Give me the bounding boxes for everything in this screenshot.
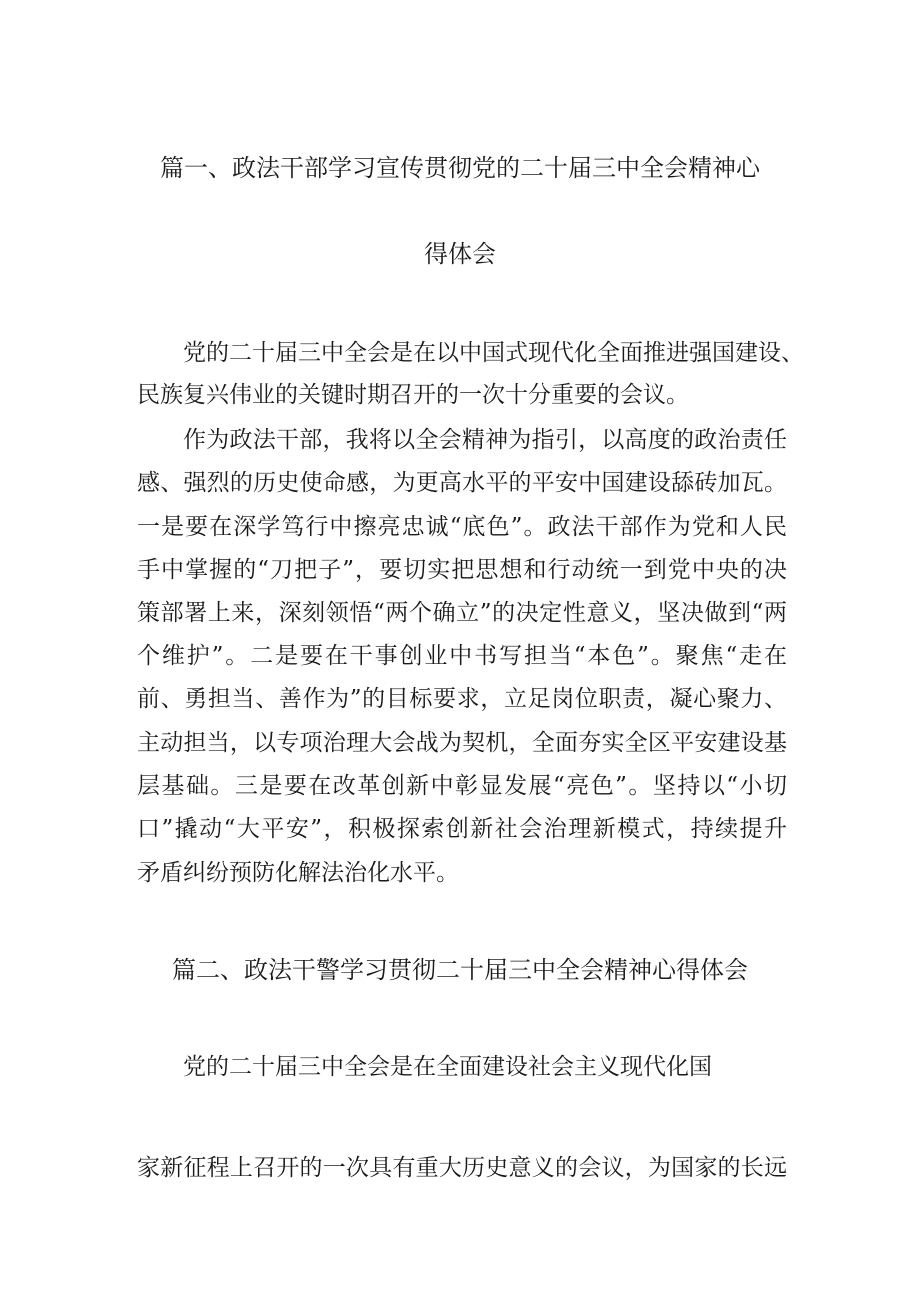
section1-paragraph-line: 矛盾纠纷预防化解法治化水平。 — [137, 860, 459, 886]
section1-title-line2: 得体会 — [424, 240, 496, 268]
section1-paragraph-line: 层基础。三是要在改革创新中彰显发展“亮色”。坚持以“小切 — [137, 773, 787, 799]
section2-title: 篇二、政法干警学习贯彻二十届三中全会精神心得体会 — [172, 956, 748, 984]
section1-paragraph-line: 手中掌握的“刀把子”，要切实把思想和行动统一到党中央的决 — [137, 557, 787, 583]
section2-paragraph-line: 党的二十届三中全会是在全面建设社会主义现代化国 — [183, 1054, 712, 1080]
section1-paragraph-line: 口”撬动“大平安”，积极探索创新社会治理新模式，持续提升 — [137, 816, 787, 842]
section1-paragraph-line: 前、勇担当、善作为”的目标要求，立足岗位职责，凝心聚力、 — [137, 686, 787, 712]
section1-title-line1: 篇一、政法干部学习宣传贯彻党的二十届三中全会精神心 — [160, 154, 760, 182]
section1-paragraph-line: 主动担当，以专项治理大会战为契机，全面夯实全区平安建设基 — [137, 730, 787, 756]
section2-paragraph-line: 家新征程上召开的一次具有重大历史意义的会议，为国家的长远 — [137, 1155, 787, 1181]
section1-paragraph-line: 一是要在深学笃行中擦亮忠诚“底色”。政法干部作为党和人民 — [137, 514, 787, 540]
section1-paragraph-line: 策部署上来，深刻领悟“两个确立”的决定性意义，坚决做到“两 — [137, 600, 787, 626]
section1-paragraph-line: 感、强烈的历史使命感，为更高水平的平安中国建设舔砖加瓦。 — [137, 470, 787, 496]
section1-paragraph-line: 民族复兴伟业的关键时期召开的一次十分重要的会议。 — [137, 382, 689, 408]
section1-paragraph-line: 党的二十届三中全会是在以中国式现代化全面推进强国建设、 — [183, 340, 804, 366]
section1-paragraph-line: 作为政法干部，我将以全会精神为指引，以高度的政治责任 — [183, 427, 787, 453]
section1-paragraph-line: 个维护”。二是要在干事创业中书写担当“本色”。聚焦“走在 — [137, 643, 787, 669]
